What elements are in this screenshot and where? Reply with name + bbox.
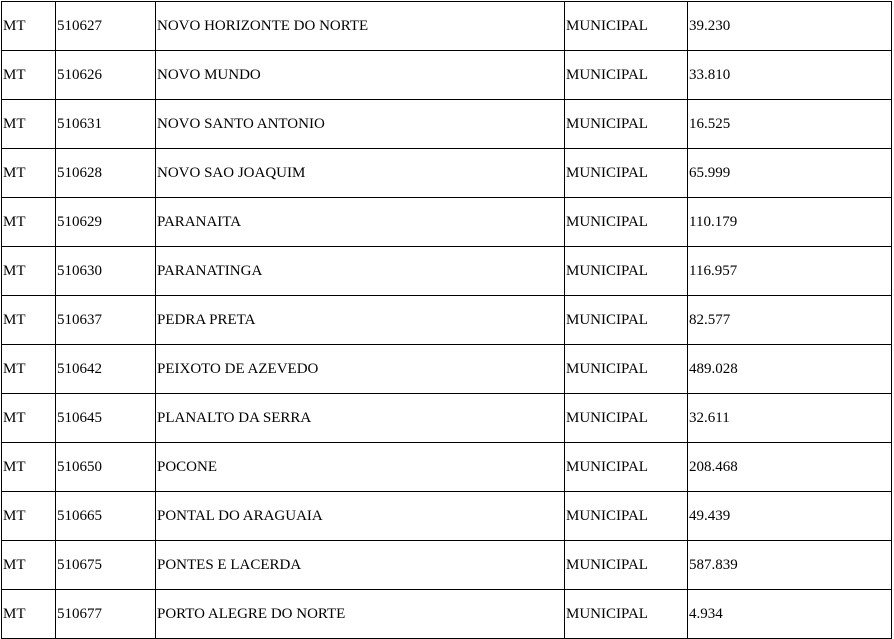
table-row bbox=[2, 100, 892, 149]
municipality-name-cell: NOVO MUNDO bbox=[156, 51, 565, 100]
value-cell: 65.999 bbox=[688, 149, 892, 198]
value-cell: 4.934 bbox=[688, 590, 892, 639]
code-cell: 510637 bbox=[56, 296, 156, 345]
code-cell: 510645 bbox=[56, 394, 156, 443]
municipality-name-cell: NOVO SAO JOAQUIM bbox=[156, 149, 565, 198]
state-cell: MT bbox=[2, 198, 56, 247]
table-row bbox=[2, 590, 892, 639]
table-row bbox=[2, 492, 892, 541]
value-cell: 33.810 bbox=[688, 51, 892, 100]
management-type-cell: MUNICIPAL bbox=[565, 247, 688, 296]
management-type-cell: MUNICIPAL bbox=[565, 296, 688, 345]
table-row bbox=[2, 51, 892, 100]
code-cell: 510626 bbox=[56, 51, 156, 100]
management-type-cell: MUNICIPAL bbox=[565, 492, 688, 541]
municipality-name-cell: PARANATINGA bbox=[156, 247, 565, 296]
table-body bbox=[2, 2, 892, 639]
code-cell: 510630 bbox=[56, 247, 156, 296]
management-type-cell: MUNICIPAL bbox=[565, 149, 688, 198]
municipality-name-cell: PARANAITA bbox=[156, 198, 565, 247]
code-cell: 510642 bbox=[56, 345, 156, 394]
management-type-cell: MUNICIPAL bbox=[565, 443, 688, 492]
management-type-cell: MUNICIPAL bbox=[565, 51, 688, 100]
state-cell: MT bbox=[2, 51, 56, 100]
municipality-name-cell: POCONE bbox=[156, 443, 565, 492]
table-row bbox=[2, 345, 892, 394]
code-cell: 510628 bbox=[56, 149, 156, 198]
code-cell: 510650 bbox=[56, 443, 156, 492]
table-row bbox=[2, 198, 892, 247]
state-cell: MT bbox=[2, 247, 56, 296]
management-type-cell: MUNICIPAL bbox=[565, 394, 688, 443]
municipality-name-cell: PONTAL DO ARAGUAIA bbox=[156, 492, 565, 541]
state-cell: MT bbox=[2, 443, 56, 492]
state-cell: MT bbox=[2, 149, 56, 198]
value-cell: 16.525 bbox=[688, 100, 892, 149]
code-cell: 510675 bbox=[56, 541, 156, 590]
code-cell: 510631 bbox=[56, 100, 156, 149]
management-type-cell: MUNICIPAL bbox=[565, 590, 688, 639]
state-cell: MT bbox=[2, 590, 56, 639]
code-cell: 510627 bbox=[56, 2, 156, 51]
municipality-table bbox=[1, 1, 892, 639]
state-cell: MT bbox=[2, 296, 56, 345]
code-cell: 510629 bbox=[56, 198, 156, 247]
state-cell: MT bbox=[2, 2, 56, 51]
table-row bbox=[2, 247, 892, 296]
state-cell: MT bbox=[2, 541, 56, 590]
state-cell: MT bbox=[2, 345, 56, 394]
municipality-name-cell: NOVO HORIZONTE DO NORTE bbox=[156, 2, 565, 51]
value-cell: 489.028 bbox=[688, 345, 892, 394]
municipality-name-cell: PLANALTO DA SERRA bbox=[156, 394, 565, 443]
state-cell: MT bbox=[2, 100, 56, 149]
value-cell: 49.439 bbox=[688, 492, 892, 541]
value-cell: 116.957 bbox=[688, 247, 892, 296]
management-type-cell: MUNICIPAL bbox=[565, 345, 688, 394]
table-row bbox=[2, 541, 892, 590]
value-cell: 587.839 bbox=[688, 541, 892, 590]
value-cell: 82.577 bbox=[688, 296, 892, 345]
management-type-cell: MUNICIPAL bbox=[565, 541, 688, 590]
code-cell: 510677 bbox=[56, 590, 156, 639]
value-cell: 110.179 bbox=[688, 198, 892, 247]
code-cell: 510665 bbox=[56, 492, 156, 541]
table-row bbox=[2, 149, 892, 198]
municipality-name-cell: PEIXOTO DE AZEVEDO bbox=[156, 345, 565, 394]
table-row bbox=[2, 394, 892, 443]
table-row bbox=[2, 443, 892, 492]
table-row bbox=[2, 2, 892, 51]
value-cell: 208.468 bbox=[688, 443, 892, 492]
state-cell: MT bbox=[2, 394, 56, 443]
management-type-cell: MUNICIPAL bbox=[565, 198, 688, 247]
table-row bbox=[2, 296, 892, 345]
municipality-name-cell: PEDRA PRETA bbox=[156, 296, 565, 345]
value-cell: 32.611 bbox=[688, 394, 892, 443]
municipality-name-cell: PORTO ALEGRE DO NORTE bbox=[156, 590, 565, 639]
value-cell: 39.230 bbox=[688, 2, 892, 51]
municipality-name-cell: NOVO SANTO ANTONIO bbox=[156, 100, 565, 149]
state-cell: MT bbox=[2, 492, 56, 541]
management-type-cell: MUNICIPAL bbox=[565, 2, 688, 51]
management-type-cell: MUNICIPAL bbox=[565, 100, 688, 149]
municipality-name-cell: PONTES E LACERDA bbox=[156, 541, 565, 590]
